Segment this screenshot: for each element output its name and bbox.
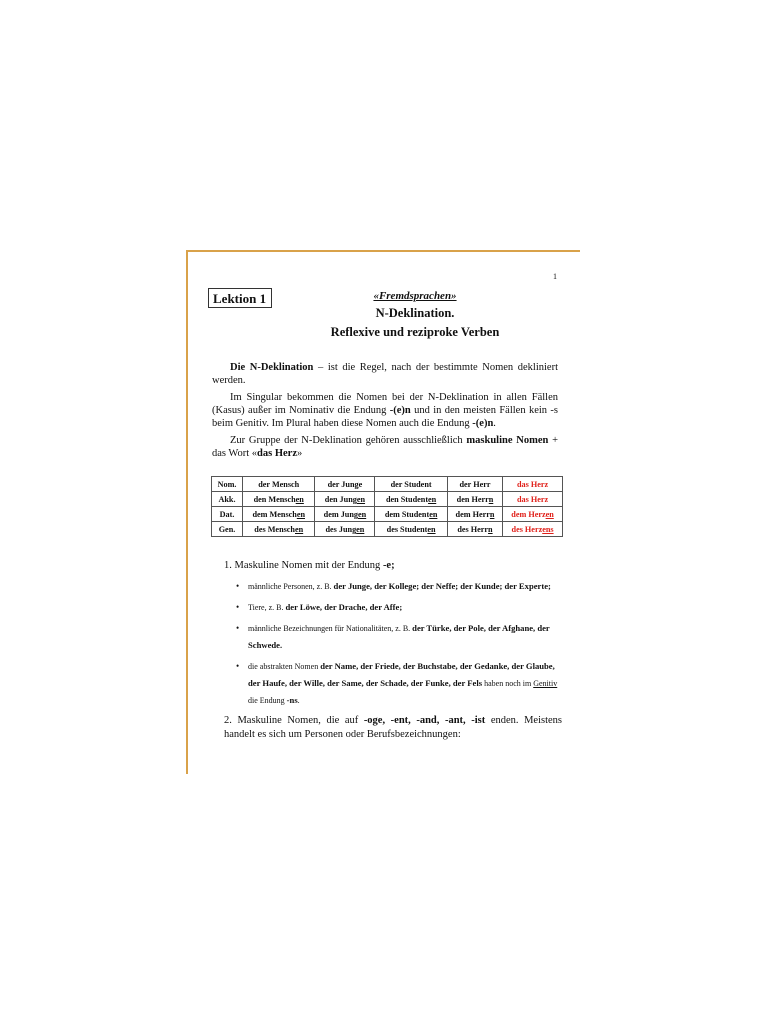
lesson-subtitle: «Fremdsprachen» xyxy=(373,290,457,302)
declension-ending: en xyxy=(296,509,305,519)
bullet-persons: • männliche Personen, z. B. der Junge, der Kollege; der Neffe; der Kunde; der Experte; xyxy=(236,578,562,595)
table-row xyxy=(212,477,563,492)
table-cell: des Jungen xyxy=(315,522,375,537)
case-label: Akk. xyxy=(212,492,243,507)
declension-ending: en xyxy=(295,494,304,504)
table-row xyxy=(212,507,563,522)
title-line-2: Reflexive und reziproke Verben xyxy=(330,325,500,339)
intro-paragraph-2: Im Singular bekommen die Nomen bei der N-Deklination in allen Fällen (Kasus) außer im Nominativ die Endung -(e)n und in den meisten Fällen kein -s beim Genitiv. Im Plural haben diese Nomen auch die Endung -(e)n. xyxy=(212,392,558,429)
table-cell: dem Herzen xyxy=(503,507,563,522)
declension-ending: en xyxy=(427,524,436,534)
table-cell: den Studenten xyxy=(375,492,447,507)
case-label: Dat. xyxy=(212,507,243,522)
table-cell: der Mensch xyxy=(243,477,315,492)
intro-paragraph-3: Zur Gruppe der N-Deklination gehören ausschließlich maskuline Nomen + das Wort «das Herz» xyxy=(212,435,558,459)
declension-ending: en xyxy=(356,524,365,534)
declension-ending: ens xyxy=(542,524,554,534)
declension-ending: en xyxy=(295,524,304,534)
page-number: 1 xyxy=(553,272,557,281)
declension-ending: n xyxy=(488,494,494,504)
page-border-top xyxy=(186,250,580,252)
list-item-1-heading: 1. Maskuline Nomen mit der Endung -e; xyxy=(224,560,395,571)
declension-ending: en xyxy=(545,509,554,519)
page-border-left xyxy=(186,250,188,774)
genitiv-link[interactable]: Genitiv xyxy=(533,679,558,688)
table-cell: des Studenten xyxy=(375,522,447,537)
intro-paragraph-1: Die N-Deklination – ist die Regel, nach der bestimmte Nomen dekliniert werden. xyxy=(212,362,559,386)
bullet-abstract-nouns: • die abstrakten Nomen der Name, der Friede, der Buchstabe, der Gedanke, der Glaube, der Haufe, der Wille, der Same, der Schade, der Funke, der Fels haben noch im Genitiv die Endung -ns. xyxy=(236,658,562,709)
list-item-1-bullets xyxy=(236,578,562,713)
table-cell: den Menschen xyxy=(243,492,315,507)
table-cell: der Student xyxy=(375,477,447,492)
table-cell: den Jungen xyxy=(315,492,375,507)
table-cell: des Herrn xyxy=(447,522,502,537)
table-row xyxy=(212,522,563,537)
declension-ending: en xyxy=(429,509,438,519)
bullet-nationalities: • männliche Bezeichnungen für Nationalitäten, z. B. der Türke, der Pole, der Afghane, der Schwede. xyxy=(236,620,562,654)
declension-ending: n xyxy=(488,524,493,534)
case-label: Gen. xyxy=(212,522,243,537)
table-cell: des Herzens xyxy=(503,522,563,537)
table-cell: dem Herrn xyxy=(447,507,502,522)
table-cell: das Herz xyxy=(503,492,563,507)
list-item-2: 2. Maskuline Nomen, die auf -oge, -ent, -and, -ant, -ist enden. Meistens handelt es sich um Personen oder Berufsbezeichnungen: xyxy=(224,715,562,740)
case-label: Nom. xyxy=(212,477,243,492)
declension-table xyxy=(211,476,563,537)
table-cell: dem Menschen xyxy=(243,507,315,522)
table-cell: der Junge xyxy=(315,477,375,492)
table-cell: des Menschen xyxy=(243,522,315,537)
term-n-deklination: Die N-Deklination xyxy=(230,362,314,373)
bullet-animals: • Tiere, z. B. der Löwe, der Drache, der Affe; xyxy=(236,599,562,616)
declension-ending: en xyxy=(356,494,366,504)
table-cell: der Herr xyxy=(447,477,502,492)
table-cell: den Herrn xyxy=(447,492,502,507)
declension-ending: en xyxy=(428,494,437,504)
table-cell: dem Jungen xyxy=(315,507,375,522)
table-cell: dem Studenten xyxy=(375,507,447,522)
lesson-label-box: Lektion 1 xyxy=(208,288,272,308)
declension-ending: en xyxy=(358,509,367,519)
table-cell: das Herz xyxy=(503,477,563,492)
table-row xyxy=(212,492,563,507)
title-line-1: N-Deklination. xyxy=(375,306,455,320)
declension-ending: n xyxy=(489,509,495,519)
